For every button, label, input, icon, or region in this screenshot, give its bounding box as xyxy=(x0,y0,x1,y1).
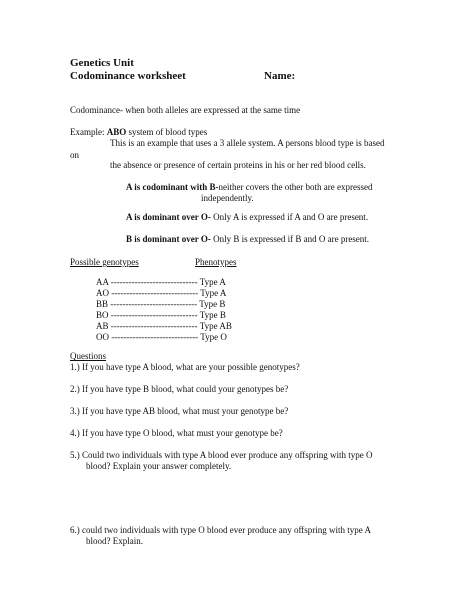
genotype-row: AA ----------------------------- Type A xyxy=(96,277,226,287)
example-bold: ABO xyxy=(106,127,127,137)
question-1: 1.) If you have type A blood, what are your possible genotypes? xyxy=(70,362,300,372)
rule-codominant-wrap: independently. xyxy=(201,193,254,203)
genotype-row: OO ----------------------------- Type O xyxy=(96,332,227,342)
rule-b-over-o xyxy=(126,234,369,245)
rule-text: neither covers the other both are expressed xyxy=(218,182,373,192)
rule-text: Only B is expressed if B and O are present. xyxy=(210,234,370,244)
name-label: Name: xyxy=(264,70,296,82)
question-6-wrap: blood? Explain. xyxy=(86,536,143,546)
worksheet-title: Codominance worksheet xyxy=(70,70,186,82)
example-line-1: This is an example that uses a 3 allele system. A persons blood type is based xyxy=(110,138,385,148)
example-rest: system of blood types xyxy=(126,127,208,137)
genotype-row: AO ----------------------------- Type A xyxy=(96,288,227,298)
rule-text: Only A is expressed if A and O are present. xyxy=(210,212,369,222)
question-6: 6.) could two individuals with type O blood ever produce any offspring with type A xyxy=(70,525,372,535)
genotype-row: BO ----------------------------- Type B xyxy=(96,310,226,320)
rule-bold: B is dominant over O- xyxy=(126,234,211,244)
question-5-wrap: blood? Explain your answer completely. xyxy=(86,461,232,471)
question-2: 2.) If you have type B blood, what could your genotypes be? xyxy=(70,384,289,394)
codominance-definition: Codominance- when both alleles are expressed at the same time xyxy=(70,105,301,115)
questions-heading: Questions xyxy=(70,351,106,361)
example-prefix: Example: xyxy=(70,127,105,137)
example-line xyxy=(70,127,207,138)
question-4: 4.) If you have type O blood, what must your genotype be? xyxy=(70,428,283,438)
genotype-row: AB ----------------------------- Type AB xyxy=(96,321,232,331)
example-line-2: the absence or presence of certain proteins in his or her red blood cells. xyxy=(110,160,366,170)
rule-bold: A is dominant over O- xyxy=(126,212,211,222)
unit-title: Genetics Unit xyxy=(70,57,134,69)
col-genotypes-header: Possible genotypes xyxy=(70,257,139,267)
question-3: 3.) If you have type AB blood, what must your genotype be? xyxy=(70,406,289,416)
example-line-1-wrap: on xyxy=(70,150,79,160)
rule-codominant xyxy=(126,182,372,193)
rule-bold: A is codominant with B- xyxy=(126,182,219,192)
genotype-row: BB ----------------------------- Type B xyxy=(96,299,226,309)
rule-a-over-o xyxy=(126,212,368,223)
col-phenotypes-header: Phenotypes xyxy=(195,257,237,267)
question-5: 5.) Could two individuals with type A blood ever produce any offspring with type O xyxy=(70,450,373,460)
